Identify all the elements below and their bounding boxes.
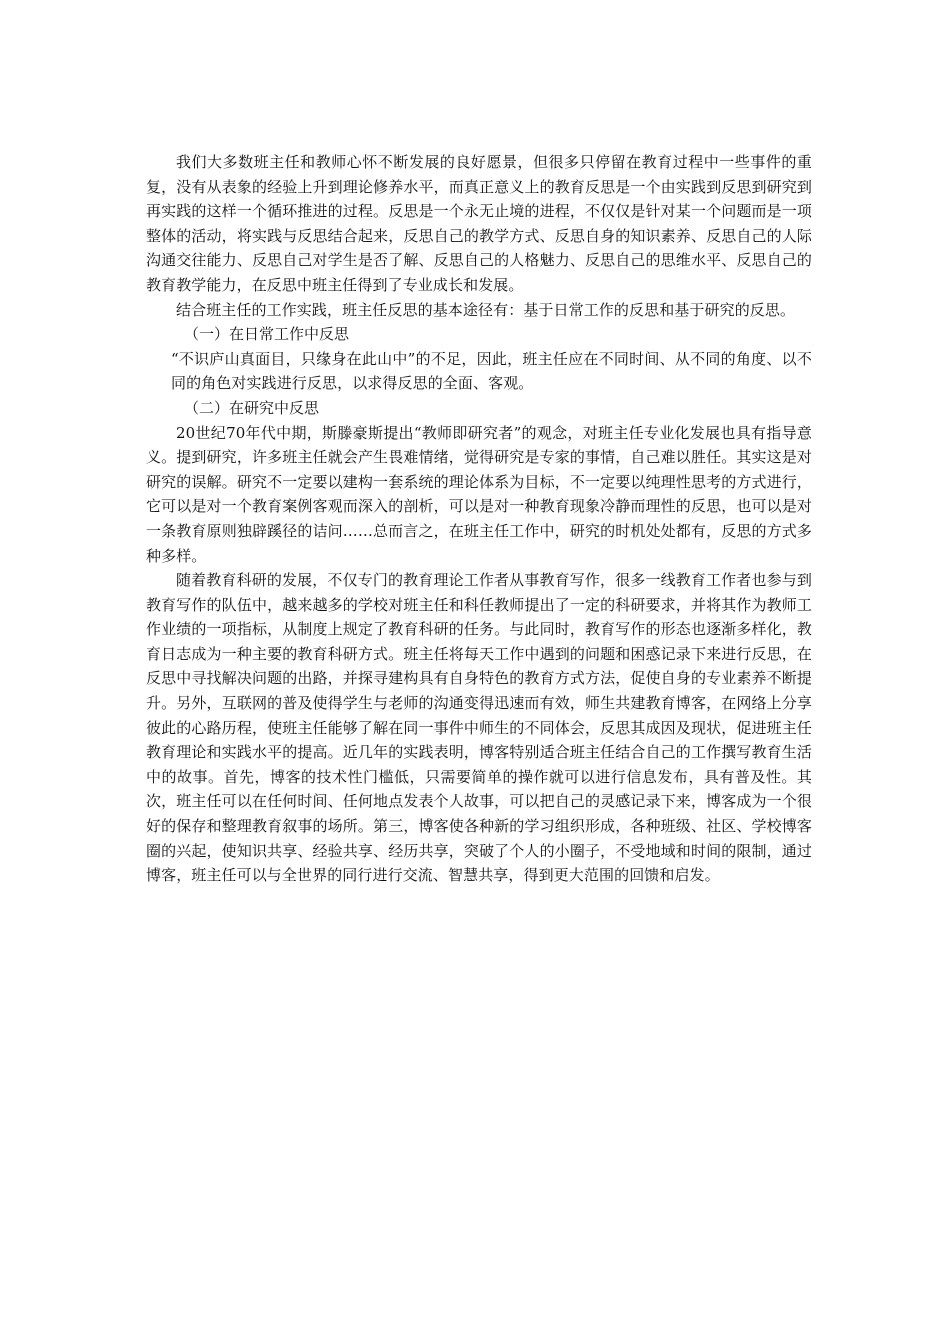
paragraph-reflection-intro: 我们大多数班主任和教师心怀不断发展的良好愿景，但很多只停留在教育过程中一些事件的重复，没有从表象的经验上升到理论修养水平，而真正意义上的教育反思是一个由实践到反思到研究到再实践的这样一个循环推进的过程。反思是一个永无止境的进程，不仅仅是针对某一个问题而是一项整体的活动，将实践与反思结合起来，反思自己的教学方式、反思自身的知识素养、反思自己的人际沟通交往能力、反思自己对学生是否了解、反思自己的人格魅力、反思自己的思维水平、反思自己的教育教学能力，在反思中班主任得到了专业成长和发展。 (146, 153, 812, 294)
paragraph-reflection-paths: 结合班主任的工作实践，班主任反思的基本途径有：基于日常工作的反思和基于研究的反思。 (176, 300, 796, 319)
section-heading-research: （二）在研究中反思 (184, 398, 320, 417)
paragraph-teacher-as-researcher: 20世纪70年代中期，斯滕豪斯提出“教师即研究者”的观念，对班主任专业化发展也具有指导意义。提到研究，许多班主任就会产生畏难情绪，觉得研究是专家的事情，自己难以胜任。其实这是对研究的误解。研究不一定要以建构一套系统的理论体系为目标，不一定要以纯理性思考的方式进行，它可以是对一个教育案例客观而深入的剖析，可以是对一种教育现象冷静而理性的反思，也可以是对一条教育原则独辟蹊径的诘问……总而言之，在班主任工作中，研究的时机处处都有，反思的方式多种多样。 (146, 423, 812, 565)
section-heading-daily-work: （一）在日常工作中反思 (184, 325, 350, 344)
paragraph-education-writing-blogs: 随着教育科研的发展，不仅专门的教育理论工作者从事教育写作，很多一线教育工作者也参与到教育写作的队伍中，越来越多的学校对班主任和科任教师提出了一定的科研要求，并将其作为教师工作业绩的一项指标，从制度上规定了教育科研的任务。与此同时，教育写作的形态也逐渐多样化，教育日志成为一种主要的教育科研方式。班主任将每天工作中遇到的问题和困惑记录下来进行反思，在反思中寻找解决问题的出路，并探寻建构具有自身特色的教育方式方法，促使自身的专业素养不断提升。另外，互联网的普及使得学生与老师的沟通变得迅速而有效，师生共建教育博客，在网络上分享彼此的心路历程，使班主任能够了解在同一事件中师生的不同体会，反思其成因及现状，促进班主任教育理论和实践水平的提高。近几年的实践表明，博客特别适合班主任结合自己的工作撰写教育生活中的故事。首先，博客的技术性门槛低，只需要简单的操作就可以进行信息发布，具有普及性。其次，班主任可以在任何时间、任何地点发表个人故事，可以把自己的灵感记录下来，博客成为一个很好的保存和整理教育叙事的场所。第三，博客使各种新的学习组织形成，各种班级、社区、学校博客圈的兴起，使知识共享、经验共享、经历共享，突破了个人的小圈子，不受地域和时间的限制，通过博客，班主任可以与全世界的同行进行交流、智慧共享，得到更大范围的回馈和启发。 (146, 571, 812, 885)
document-body (146, 150, 812, 888)
paragraph-daily-work: “不识庐山真面目，只缘身在此山中”的不足，因此，班主任应在不同时间、从不同的角度、以不同的角色对实践进行反思，以求得反思的全面、客观。 (171, 349, 812, 393)
